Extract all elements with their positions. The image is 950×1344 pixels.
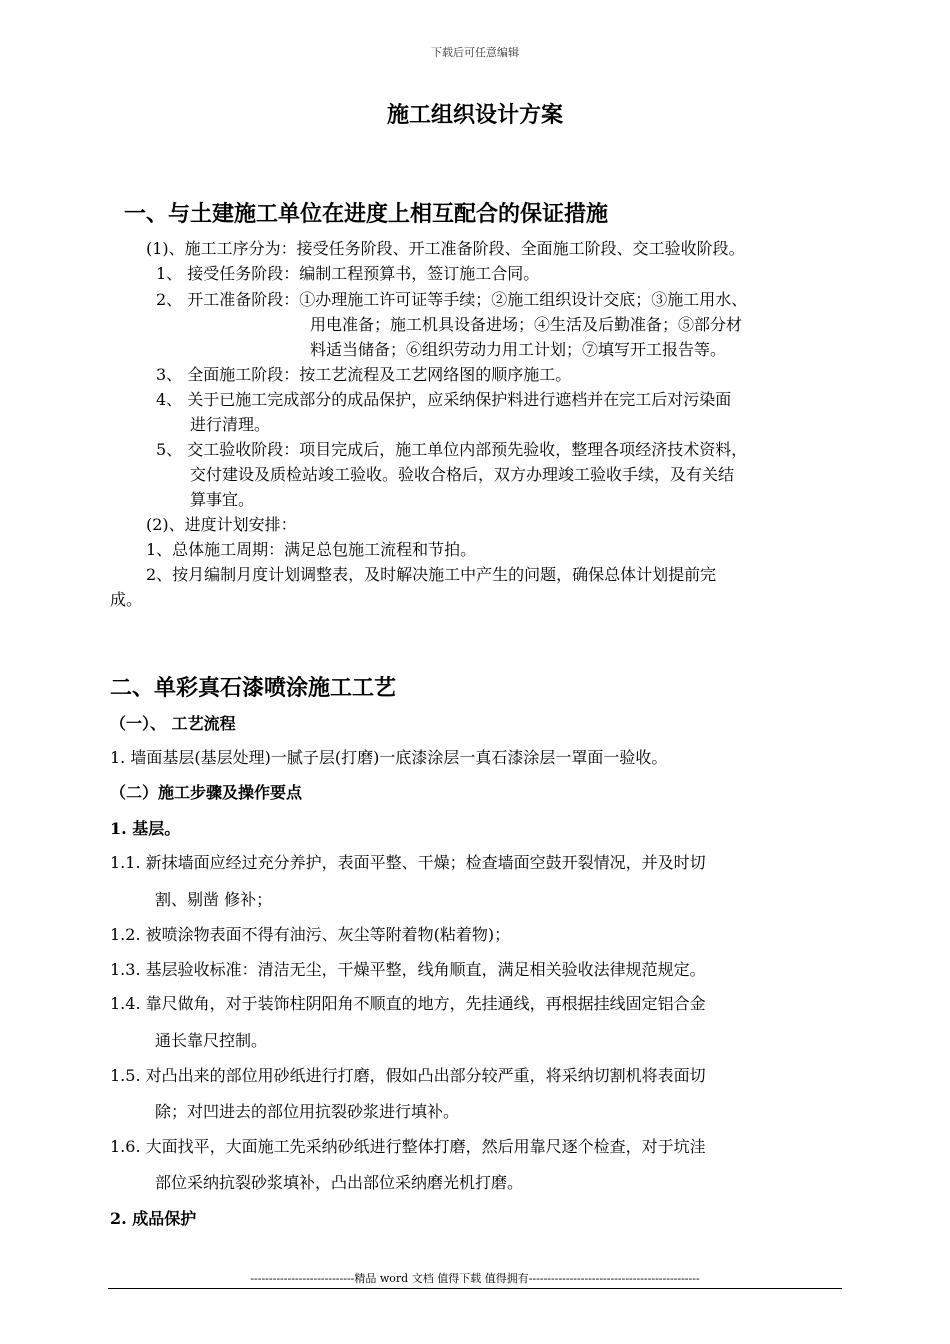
list-item-continuation: 部位采纳抗裂砂浆填补，凸出部位采纳磨光机打磨。 (155, 1173, 524, 1192)
step-heading: 2. 成品保护 (110, 1209, 197, 1228)
paragraph: (1)、施工工序分为：接受任务阶段、开工准备阶段、全面施工阶段、交工验收阶段。 (146, 239, 745, 258)
list-item: 3、 全面施工阶段：按工艺流程及工艺网络图的顺序施工。 (156, 365, 572, 384)
paragraph: 1. 墙面基层(基层处理)一腻子层(打磨)一底漆涂层一真石漆涂层一罩面一验收。 (110, 748, 668, 767)
paragraph: 2、按月编制月度计划调整表，及时解决施工中产生的问题，确保总体计划提前完 (146, 565, 717, 584)
page-footer: ----------------------------精品 word 文档 值得下载 值得拥有---------------------------------------------- (250, 1272, 700, 1285)
list-item-continuation: 用电准备；施工机具设备进场；④生活及后勤准备；⑤部分材 (310, 315, 743, 334)
list-item: 1.3. 基层验收标准：清洁无尘，干燥平整，线角顺直，满足相关验收法律规范规定。 (110, 960, 706, 979)
section-1-heading: 一、与土建施工单位在进度上相互配合的保证措施 (124, 201, 609, 227)
list-item-continuation: 算事宜。 (190, 490, 255, 509)
list-item: 1.1. 新抹墙面应经过充分养护，表面平整、干燥；检查墙面空鼓开裂情况，并及时切 (110, 853, 706, 872)
footer-rule (108, 1288, 842, 1289)
step-heading: 1. 基层。 (110, 819, 181, 838)
list-item: 1.4. 靠尺做角，对于装饰柱阴阳角不顺直的地方，先挂通线，再根据挂线固定铝合金 (110, 994, 706, 1013)
paragraph: 1、总体施工周期：满足总包施工流程和节拍。 (146, 540, 477, 559)
document-title: 施工组织设计方案 (386, 102, 563, 128)
list-item-continuation: 料适当储备；⑥组织劳动力用工计划；⑦填写开工报告等。 (310, 340, 727, 359)
list-item: 1.6. 大面找平，大面施工先采纳砂纸进行整体打磨，然后用靠尺逐个检查，对于坑洼 (110, 1137, 706, 1156)
list-item: 1、 接受任务阶段：编制工程预算书，签订施工合同。 (156, 264, 540, 283)
list-item: 1.2. 被喷涂物表面不得有油污、灰尘等附着物(粘着物)； (110, 925, 511, 944)
list-item-continuation: 除；对凹进去的部位用抗裂砂浆进行填补。 (155, 1102, 460, 1121)
subheading: （一）、 工艺流程 (110, 714, 236, 733)
section-2-heading: 二、单彩真石漆喷涂施工工艺 (110, 675, 397, 701)
list-item: 1.5. 对凸出来的部位用砂纸进行打磨，假如凸出部分较严重，将采纳切割机将表面切 (110, 1066, 706, 1085)
paragraph: (2)、进度计划安排： (146, 515, 297, 534)
list-item-continuation: 割、剔凿 修补； (155, 890, 273, 909)
list-item-continuation: 交付建设及质检站竣工验收。验收合格后，双方办理竣工验收手续，及有关结 (190, 465, 735, 484)
list-item-continuation: 进行清理。 (190, 415, 271, 434)
list-item: 4、 关于已施工完成部分的成品保护，应采纳保护料进行遮档并在完工后对污染面 (156, 390, 732, 409)
list-item: 5、 交工验收阶段：项目完成后，施工单位内部预先验收，整理各项经济技术资料， (156, 440, 748, 459)
subheading: （二）施工步骤及操作要点 (110, 783, 303, 802)
list-item-continuation: 通长靠尺控制。 (155, 1031, 268, 1050)
paragraph-continuation: 成。 (110, 590, 143, 609)
list-item: 2、 开工准备阶段：①办理施工许可证等手续；②施工组织设计交底；③施工用水、 (156, 290, 748, 309)
page-header-note: 下载后可任意编辑 (431, 46, 519, 59)
